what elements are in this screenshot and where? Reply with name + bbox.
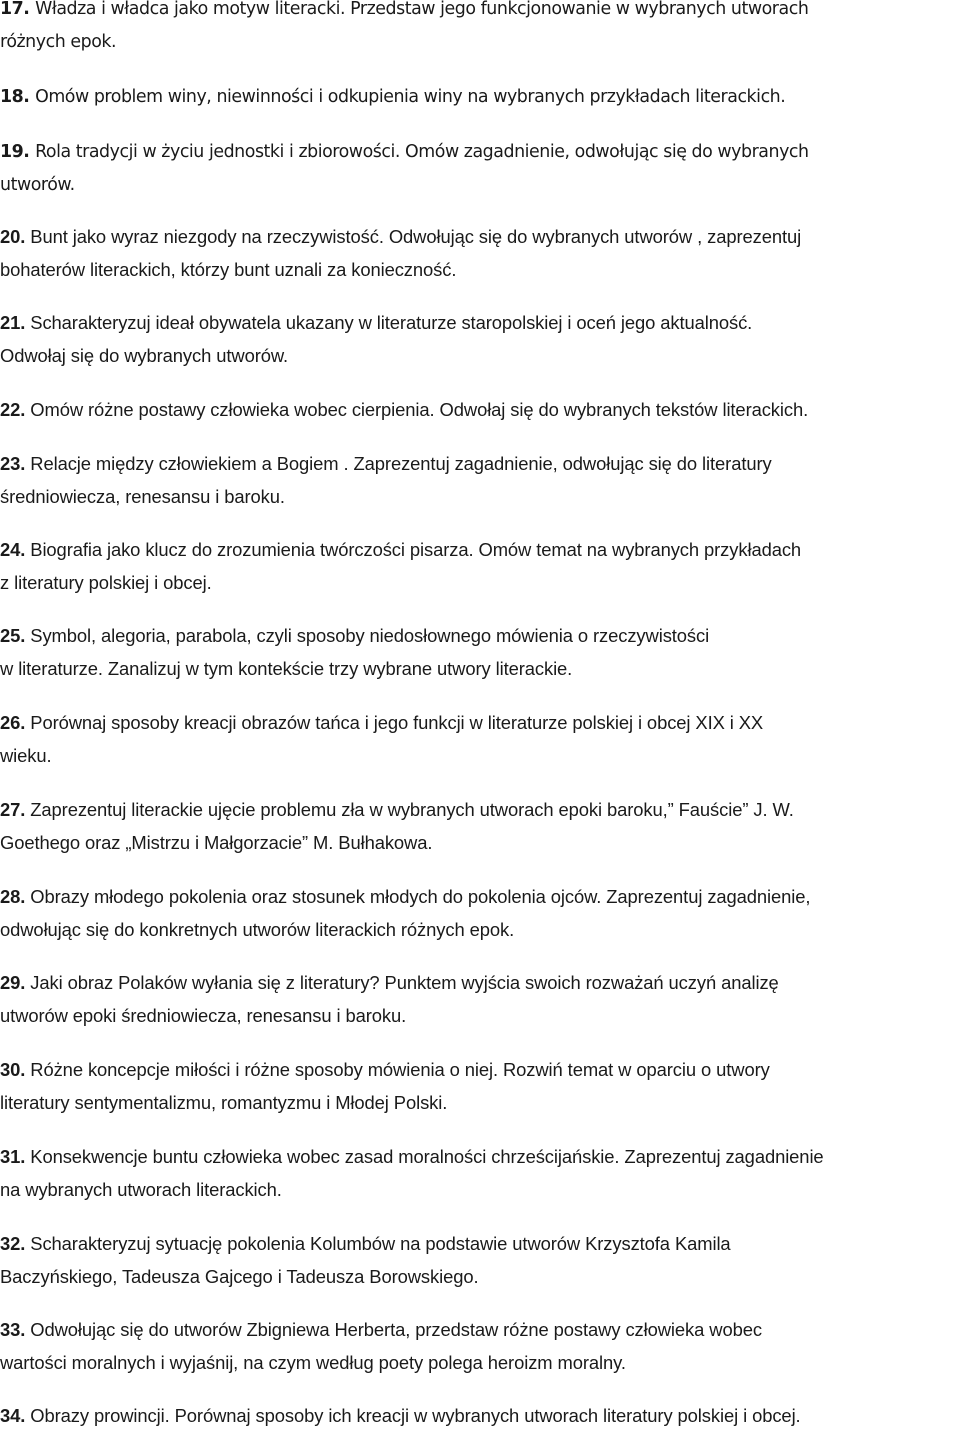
topic-number: 20. <box>0 226 26 247</box>
topic-text: Porównaj sposoby kreacji obrazów tańca i jego funkcji w literaturze polskiej i obcej XIX i XX <box>30 712 764 733</box>
topic-text: Władza i władca jako motyw literacki. Przedstaw jego funkcjonowanie w wybranych utworach <box>35 0 809 19</box>
topic-30 <box>0 1054 960 1119</box>
topic-28 <box>0 881 960 946</box>
topic-31 <box>0 1141 960 1206</box>
topic-20 <box>0 221 960 286</box>
topic-number: 30. <box>0 1059 26 1080</box>
topic-number: 27. <box>0 799 26 820</box>
topic-text: Odwołując się do utworów Zbigniewa Herberta, przedstaw różne postawy człowieka wobec <box>30 1319 762 1340</box>
topic-22 <box>0 394 960 427</box>
topic-number: 23. <box>0 453 26 474</box>
topic-text: literatury sentymentalizmu, romantyzmu i Młodej Polski. <box>0 1091 448 1113</box>
topic-33 <box>0 1314 960 1379</box>
topic-text: Zaprezentuj literackie ujęcie problemu zła w wybranych utworach epoki baroku,” Fauście” J. W. <box>30 799 794 820</box>
topic-text: Rola tradycji w życiu jednostki i zbiorowości. Omów zagadnienie, odwołując się do wybranych <box>35 142 809 162</box>
topic-number: 17. <box>0 0 30 19</box>
topic-27 <box>0 794 960 859</box>
topic-number: 22. <box>0 399 26 420</box>
topic-text: odwołując się do konkretnych utworów literackich różnych epok. <box>0 918 515 940</box>
topic-number: 25. <box>0 625 26 646</box>
topic-19 <box>0 136 960 201</box>
topic-number: 21. <box>0 312 26 333</box>
topic-number: 29. <box>0 972 26 993</box>
topic-text: Obrazy młodego pokolenia oraz stosunek młodych do pokolenia ojców. Zaprezentuj zagadnienie, <box>30 886 811 907</box>
topic-text: Obrazy prowincji. Porównaj sposoby ich kreacji w wybranych utworach literatury polskiej i obcej. <box>30 1405 801 1426</box>
topic-text: Jaki obraz Polaków wyłania się z literatury? Punktem wyjścia swoich rozważań uczyń analizę <box>30 972 779 993</box>
topic-text: Symbol, alegoria, parabola, czyli sposoby niedosłownego mówienia o rzeczywistości <box>30 625 710 646</box>
topic-25 <box>0 620 960 685</box>
topic-text: Goethego oraz „Mistrzu i Małgorzacie” M. Bułhakowa. <box>0 831 433 853</box>
topic-number: 24. <box>0 539 26 560</box>
topic-number: 31. <box>0 1146 26 1167</box>
topic-number: 19. <box>0 142 30 162</box>
topic-26 <box>0 707 960 772</box>
topic-text: z literatury polskiej i obcej. <box>0 571 212 593</box>
topic-number: 28. <box>0 886 26 907</box>
topic-text: Różne koncepcje miłości i różne sposoby mówienia o niej. Rozwiń temat w oparciu o utwory <box>30 1059 770 1080</box>
topic-text: bohaterów literackich, którzy bunt uznali za konieczność. <box>0 258 457 280</box>
topic-text: Scharakteryzuj ideał obywatela ukazany w literaturze staropolskiej i oceń jego aktualność. <box>30 312 753 333</box>
topic-24 <box>0 534 960 599</box>
topic-18 <box>0 81 960 114</box>
topic-32 <box>0 1228 960 1293</box>
topic-text: wartości moralnych i wyjaśnij, na czym według poety polega heroizm moralny. <box>0 1351 626 1373</box>
topic-21 <box>0 307 960 372</box>
topic-23 <box>0 448 960 513</box>
topic-text: średniowiecza, renesansu i baroku. <box>0 485 285 507</box>
topic-text: Scharakteryzuj sytuację pokolenia Kolumbów na podstawie utworów Krzysztofa Kamila <box>30 1233 731 1254</box>
topic-number: 33. <box>0 1319 26 1340</box>
topic-29 <box>0 967 960 1032</box>
topic-text: utworów. <box>0 174 75 195</box>
topic-text: utworów epoki średniowiecza, renesansu i baroku. <box>0 1004 407 1026</box>
topic-text: Konsekwencje buntu człowieka wobec zasad moralności chrześcijańskie. Zaprezentuj zagadnienie <box>30 1146 824 1167</box>
topic-text: Omów różne postawy człowieka wobec cierpienia. Odwołaj się do wybranych tekstów literackich. <box>30 399 809 420</box>
topic-number: 26. <box>0 712 26 733</box>
topic-number: 34. <box>0 1405 26 1426</box>
topic-text: wieku. <box>0 744 52 766</box>
topic-text: Omów problem winy, niewinności i odkupienia winy na wybranych przykładach literackich. <box>35 87 786 107</box>
topic-number: 32. <box>0 1233 26 1254</box>
topic-text: w literaturze. Zanalizuj w tym kontekście trzy wybrane utwory literackie. <box>0 657 573 679</box>
topic-text: Biografia jako klucz do zrozumienia twórczości pisarza. Omów temat na wybranych przykładach <box>30 539 802 560</box>
topic-text: Bunt jako wyraz niezgody na rzeczywistość. Odwołując się do wybranych utworów , zaprezentuj <box>30 226 802 247</box>
topic-17 <box>0 0 960 58</box>
topic-text: Relacje między człowiekiem a Bogiem . Zaprezentuj zagadnienie, odwołując się do literatury <box>30 453 772 474</box>
topic-34 <box>0 1400 960 1433</box>
topic-text: różnych epok. <box>0 31 117 52</box>
topic-text: na wybranych utworach literackich. <box>0 1178 282 1200</box>
topic-number: 18. <box>0 87 30 107</box>
topic-text: Odwołaj się do wybranych utworów. <box>0 344 289 366</box>
topic-text: Baczyńskiego, Tadeusza Gajcego i Tadeusza Borowskiego. <box>0 1265 479 1287</box>
